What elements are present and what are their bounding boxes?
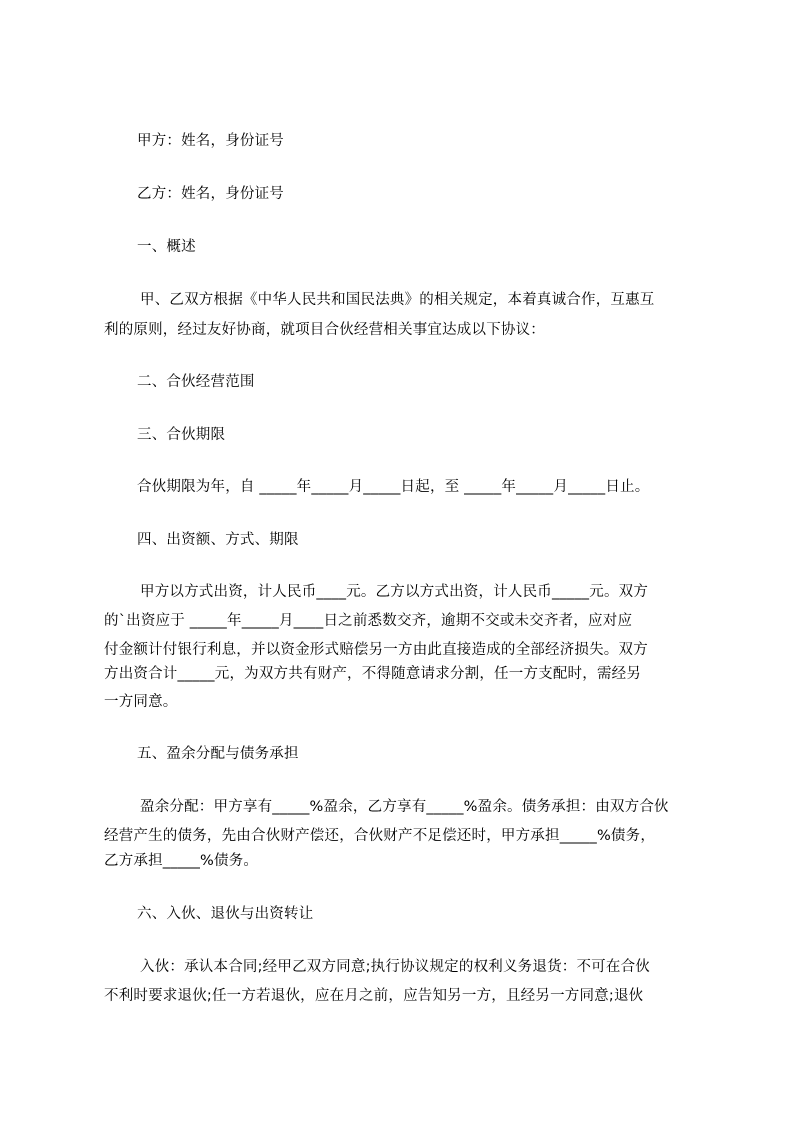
section-4-para-line-4: 方出资合计_____元，为双方共有财产，不得随意请求分割，任一方支配时，需经另 xyxy=(104,666,642,682)
party-a-line: 甲方：姓名，身份证号 xyxy=(137,133,284,149)
section-2-heading: 二、合伙经营范围 xyxy=(137,374,255,390)
section-1-para-line-1: 甲、乙双方根据《中华人民共和国民法典》的相关规定，本着真诚合作，互惠互 xyxy=(140,292,655,308)
section-4-heading: 四、出资额、方式、期限 xyxy=(137,532,299,548)
section-6-para-line-2: 不利时要求退伙;任一方若退伙，应在月之前，应告知另一方，且经另一方同意;退伙 xyxy=(104,988,644,1004)
section-4-para-line-2: 的`出资应于 _____年_____月____日之前悉数交齐，逾期不交或未交齐者，应对应 xyxy=(104,613,633,629)
section-5-heading: 五、盈余分配与债务承担 xyxy=(137,746,299,762)
section-1-heading: 一、概述 xyxy=(137,239,196,255)
section-6-heading: 六、入伙、退伙与出资转让 xyxy=(137,906,314,922)
section-4-para-line-3: 付金额计付银行利息，并以资金形式赔偿另一方由此直接造成的全部经济损失。双方 xyxy=(104,642,648,658)
section-5-para-line-1: 盈余分配：甲方享有_____%盈余，乙方享有_____%盈余。债务承担：由双方合伙 xyxy=(140,799,669,815)
section-6-para-line-1: 入伙：承认本合同;经甲乙双方同意;执行协议规定的权利义务退货：不可在合伙 xyxy=(140,959,650,975)
section-3-para-line-1: 合伙期限为年，自 _____年_____月_____日起，至 _____年_____月_____日止。 xyxy=(137,479,650,495)
party-b-line: 乙方：姓名，身份证号 xyxy=(137,186,284,202)
section-5-para-line-2: 经营产生的债务，先由合伙财产偿还，合伙财产不足偿还时，甲方承担_____%债务， xyxy=(104,828,656,844)
section-4-para-line-5: 一方同意。 xyxy=(104,694,178,710)
section-1-para-line-2: 利的原则，经过友好协商，就项目合伙经营相关事宜达成以下协议： xyxy=(104,322,545,338)
section-5-para-line-3: 乙方承担_____%债务。 xyxy=(104,853,259,869)
section-4-para-line-1: 甲方以方式出资，计人民币____元。乙方以方式出资，计人民币_____元。双方 xyxy=(140,584,649,600)
section-3-heading: 三、合伙期限 xyxy=(137,427,226,443)
